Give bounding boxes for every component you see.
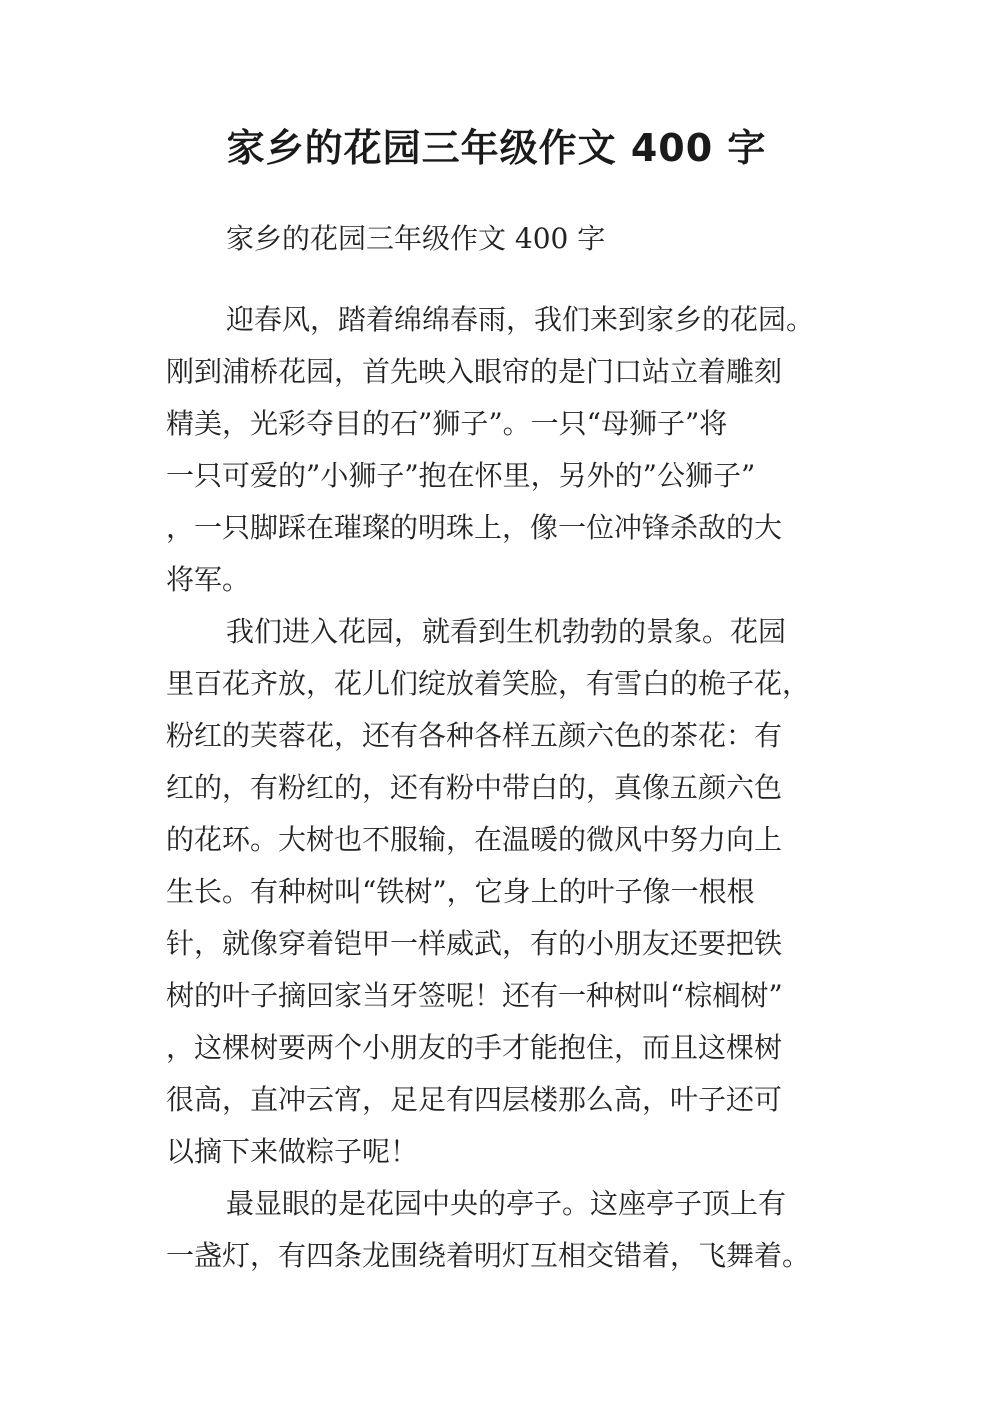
- body-line: 生长。有种树叫“铁树”，它身上的叶子像一根根: [166, 875, 755, 908]
- body-line: ，一只脚踩在璀璨的明珠上，像一位冲锋杀敌的大: [166, 511, 783, 544]
- document-subtitle: 家乡的花园三年级作文 400 字: [226, 222, 606, 255]
- body-line: 针，就像穿着铠甲一样威武，有的小朋友还要把铁: [166, 927, 783, 960]
- body-line: 很高，直冲云宵，足足有四层楼那么高，叶子还可: [166, 1083, 783, 1116]
- body-line: 精美，光彩夺目的石”狮子”。一只“母狮子”将: [166, 407, 728, 440]
- body-line: 的花环。大树也不服输，在温暖的微风中努力向上: [166, 823, 783, 856]
- body-line: 树的叶子摘回家当牙签呢！还有一种树叫“棕榈树”: [166, 979, 783, 1012]
- body-line: 以摘下来做粽子呢！: [166, 1135, 419, 1168]
- body-line: 一盏灯，有四条龙围绕着明灯互相交错着，飞舞着。: [166, 1239, 811, 1272]
- body-line: 我们进入花园，就看到生机勃勃的景象。花园: [226, 615, 787, 648]
- body-line: 红的，有粉红的，还有粉中带白的，真像五颜六色: [166, 771, 783, 804]
- body-line: ，这棵树要两个小朋友的手才能抱住，而且这棵树: [166, 1031, 783, 1064]
- body-line: 粉红的芙蓉花，还有各种各样五颜六色的茶花：有: [166, 719, 783, 752]
- body-line: 最显眼的是花园中央的亭子。这座亭子顶上有: [226, 1187, 787, 1220]
- document-title: 家乡的花园三年级作文 400 字: [226, 126, 767, 170]
- body-line: 迎春风，踏着绵绵春雨，我们来到家乡的花园。: [226, 303, 815, 336]
- body-line: 刚到浦桥花园，首先映入眼帘的是门口站立着雕刻: [166, 355, 783, 388]
- body-line: 里百花齐放，花儿们绽放着笑脸，有雪白的桅子花，: [166, 667, 811, 700]
- body-line: 将军。: [166, 563, 251, 596]
- body-line: 一只可爱的”小狮子”抱在怀里，另外的”公狮子”: [166, 459, 756, 492]
